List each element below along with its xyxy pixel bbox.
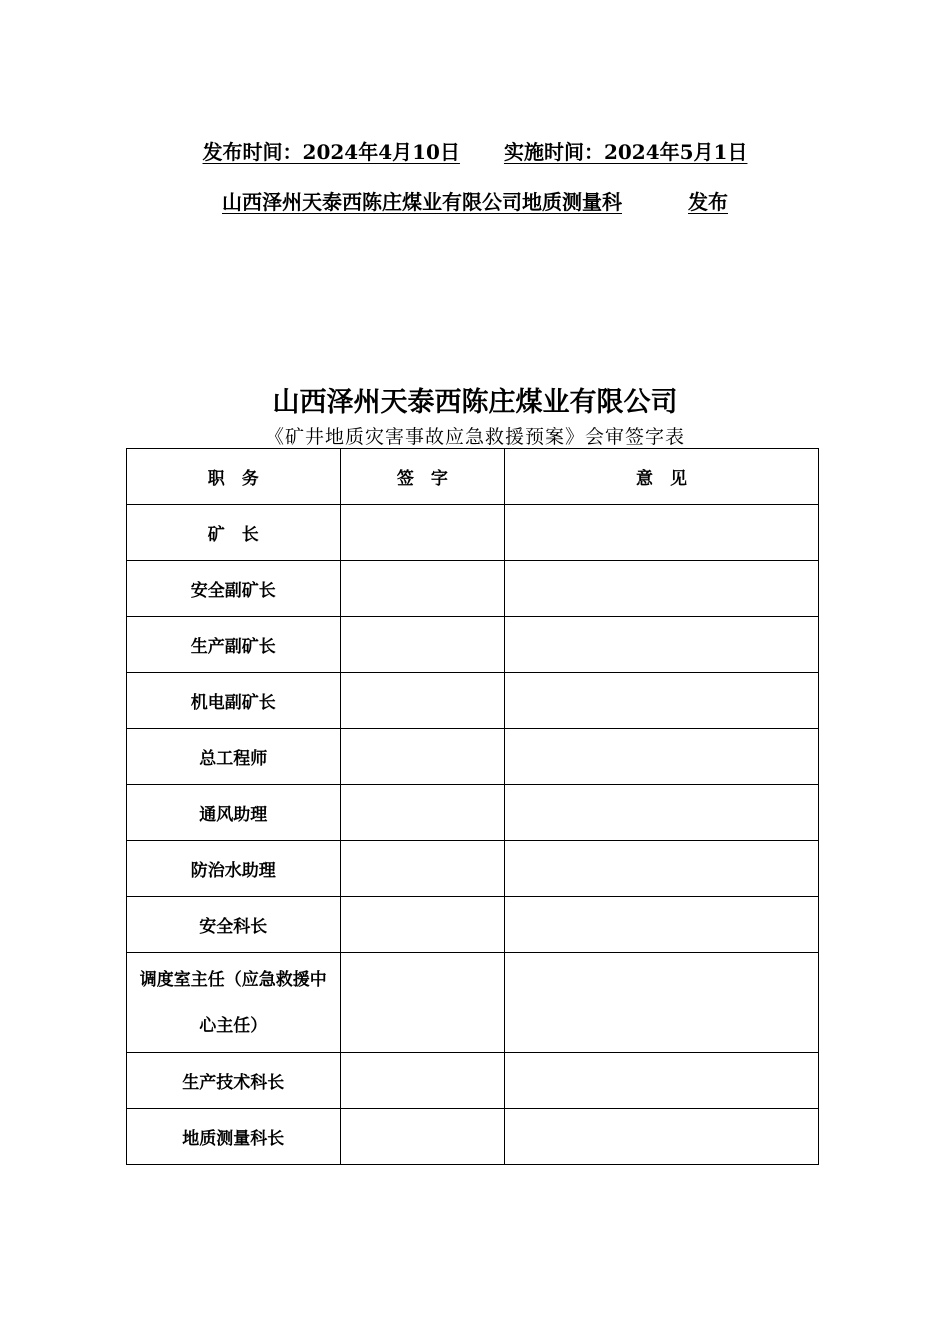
- issue-word: 发布: [688, 190, 728, 214]
- role-cell: 生产技术科长: [127, 1053, 341, 1109]
- opinion-cell[interactable]: [505, 673, 819, 729]
- role-cell: [127, 953, 341, 1053]
- opinion-cell[interactable]: [505, 505, 819, 561]
- issuer-line: [0, 186, 950, 215]
- column-header-opinion: 意 见: [505, 449, 819, 505]
- signature-cell[interactable]: [340, 673, 504, 729]
- role-cell: 生产副矿长: [127, 617, 341, 673]
- role-cell: 总工程师: [127, 729, 341, 785]
- role-cell: 安全副矿长: [127, 561, 341, 617]
- effective-time: 实施时间：2024年5月1日: [503, 140, 748, 164]
- signature-cell[interactable]: [340, 1053, 504, 1109]
- signature-cell[interactable]: [340, 785, 504, 841]
- table-header-row: [127, 449, 819, 505]
- opinion-cell[interactable]: [505, 953, 819, 1053]
- role-cell: 矿 长: [127, 505, 341, 561]
- role-cell: 通风助理: [127, 785, 341, 841]
- opinion-cell[interactable]: [505, 785, 819, 841]
- opinion-cell[interactable]: [505, 1053, 819, 1109]
- table-row: [127, 729, 819, 785]
- opinion-cell[interactable]: [505, 561, 819, 617]
- table-row: [127, 617, 819, 673]
- signature-cell[interactable]: [340, 953, 504, 1053]
- opinion-cell[interactable]: [505, 841, 819, 897]
- opinion-cell[interactable]: [505, 897, 819, 953]
- issuer-name: 山西泽州天泰西陈庄煤业有限公司地质测量科: [222, 190, 622, 214]
- table-row: [127, 1053, 819, 1109]
- opinion-cell[interactable]: [505, 1109, 819, 1165]
- table-row: [127, 561, 819, 617]
- signature-cell[interactable]: [340, 729, 504, 785]
- column-header-position: 职 务: [127, 449, 341, 505]
- signature-cell[interactable]: [340, 505, 504, 561]
- role-text: 调度室主任（应急救援中心主任）: [139, 969, 327, 1036]
- opinion-cell[interactable]: [505, 617, 819, 673]
- signature-table: [126, 448, 819, 1165]
- signature-cell[interactable]: [340, 841, 504, 897]
- role-cell: 地质测量科长: [127, 1109, 341, 1165]
- role-cell: 机电副矿长: [127, 673, 341, 729]
- role-cell: 防治水助理: [127, 841, 341, 897]
- signature-cell[interactable]: [340, 1109, 504, 1165]
- signature-cell[interactable]: [340, 897, 504, 953]
- form-title: 《矿井地质灾害事故应急救援预案》会审签字表: [264, 426, 685, 448]
- table-row: [127, 1109, 819, 1165]
- dates-line: [0, 136, 950, 165]
- table-row: [127, 897, 819, 953]
- table-row: [127, 785, 819, 841]
- opinion-cell[interactable]: [505, 729, 819, 785]
- table-row: [127, 841, 819, 897]
- signature-cell[interactable]: [340, 561, 504, 617]
- table-row: [127, 673, 819, 729]
- company-title: 山西泽州天泰西陈庄煤业有限公司: [272, 387, 678, 418]
- publish-time: 发布时间：2024年4月10日: [202, 140, 460, 164]
- role-cell: 安全科长: [127, 897, 341, 953]
- table-row: [127, 505, 819, 561]
- signature-cell[interactable]: [340, 617, 504, 673]
- table-row: [127, 953, 819, 1053]
- column-header-signature: 签 字: [340, 449, 504, 505]
